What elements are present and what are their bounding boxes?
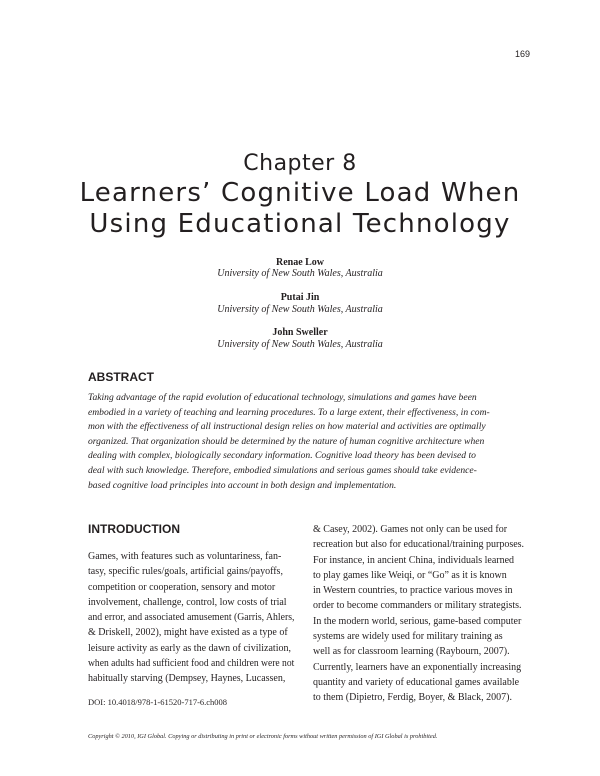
doi-footnote: DOI: 10.4018/978-1-61520-717-6.ch008	[88, 697, 228, 707]
abstract-line: mon with the effectiveness of all instructional design relies on how material and activities are optimally	[88, 421, 486, 433]
abstract-heading: ABSTRACT	[88, 370, 154, 384]
introduction-left-column	[88, 549, 294, 687]
body-line: habitually starving (Dempsey, Haynes, Lucassen,	[88, 673, 286, 685]
author-name: Putai Jin	[280, 292, 320, 303]
body-line: to them (Dipietro, Ferdig, Boyer, & Black, 2007).	[313, 692, 513, 704]
abstract-line: organized. That organization should be determined by the nature of human cognitive architecture when	[88, 435, 485, 447]
author-name: John Sweller	[272, 327, 328, 338]
body-line: well as for classroom learning (Raybourn, 2007).	[313, 646, 510, 658]
abstract-body	[88, 391, 516, 493]
author-name: Renae Low	[275, 257, 325, 268]
body-line: when adults had sufficient food and children were not	[88, 658, 295, 670]
body-line: competition or cooperation, sensory and motor	[88, 581, 276, 593]
body-line: Currently, learners have an exponentially increasing	[313, 661, 522, 673]
abstract-line: Taking advantage of the rapid evolution of educational technology, simulations and games have been	[88, 392, 477, 403]
body-line: For instance, in ancient China, individuals learned	[313, 554, 515, 566]
chapter-title-line: Learners’ Cognitive Load When	[79, 178, 521, 208]
body-line: in Western countries, to practice various moves in	[313, 585, 513, 597]
body-line: systems are widely used for military training as	[313, 631, 503, 643]
body-line: to play games like Weiqi, or “Go” as it is known	[313, 569, 507, 581]
author-affiliation: University of New South Wales, Australia	[217, 339, 383, 350]
body-line: recreation but also for educational/training purposes.	[313, 539, 525, 551]
body-line: tasy, specific rules/goals, artificial gains/payoffs,	[88, 566, 283, 578]
chapter-title-line: Using Educational Technology	[89, 209, 511, 239]
abstract-line: embodied in a variety of teaching and learning procedures. To a large extent, their effectiveness, in com-	[88, 406, 490, 418]
introduction-heading: INTRODUCTION	[88, 522, 180, 536]
chapter-title	[0, 178, 600, 240]
body-line: and error, and associated amusement (Garris, Ahlers,	[88, 612, 295, 624]
body-line: In the modern world, serious, game-based computer	[313, 615, 522, 627]
chapter-label: Chapter 8	[243, 151, 357, 176]
copyright-notice: Copyright © 2010, IGI Global. Copying or distributing in print or electronic forms without written permission of IGI Global is prohibited.	[88, 733, 438, 740]
introduction-right-column	[313, 522, 527, 706]
page-number: 169	[515, 49, 531, 59]
body-line: quantity and variety of educational games available	[313, 676, 520, 688]
body-line: involvement, challenge, control, low costs of trial	[88, 596, 287, 608]
author-affiliation: University of New South Wales, Australia	[217, 304, 383, 315]
abstract-line: dealing with complex, biologically secondary information. Cognitive load theory has been devised to	[88, 450, 476, 462]
body-line: & Driskell, 2002), might have existed as a type of	[88, 627, 288, 639]
abstract-line: deal with such knowledge. Therefore, embodied simulations and serious games should take evidence-	[88, 464, 477, 476]
body-line: Games, with features such as voluntariness, fan-	[88, 551, 282, 562]
body-line: order to become commanders or military strategists.	[313, 600, 522, 612]
author-affiliation: University of New South Wales, Australia	[217, 268, 383, 279]
body-line: leisure activity as early as the dawn of civilization,	[88, 642, 291, 654]
body-line: & Casey, 2002). Games not only can be used for	[313, 524, 508, 535]
abstract-line: based cognitive load principles into account in both design and implementation.	[88, 479, 397, 491]
